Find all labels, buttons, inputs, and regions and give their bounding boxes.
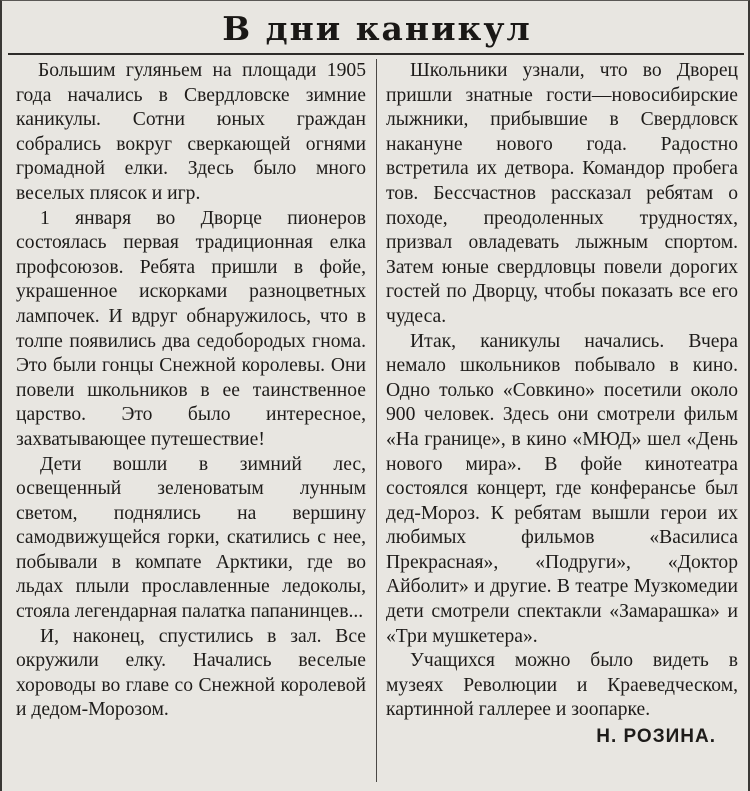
headline-rule	[8, 53, 744, 55]
article-paragraph: Итак, каникулы начались. Вчера немало школьников побывало в кино. Одно только «Совкино» посетили около 900 человек. Здесь они смотрели фильм «На границе», в кино «МЮД» шел «День нового мира». В фойе кинотеатра состоялся концерт, где конферансье был дед-Мороз. К ребятам вышли герои их любимых фильмов «Василиса Прекрасная», «Подруги», «Доктор Айболит» и другие. В театре Музкомедии дети смотрели спектакли «Замарашка» и «Три мушкетера».	[386, 330, 738, 647]
article-paragraph: Дети вошли в зимний лес, освещенный зеленоватым лунным светом, поднялись на вершину самодвижущейся горки, скатились с нее, побывали в компате Арктики, где во льдах плыли прославленные ледоколы, стояла легендарная палатка папанинцев...	[16, 453, 366, 623]
article-paragraph: Учащихся можно было видеть в музеях Революции и Краеведческом, картинной галлерее и зоопарке.	[386, 650, 738, 721]
article-headline: В дни каникул	[222, 9, 532, 48]
article-paragraph: Школьники узнали, что во Дворец пришли знатные гости—новосибирские лыжники, прибывшие в Свердловск накануне нового года. Радостно встретила их детвора. Командор пробега тов. Бессчастнов рассказал ребятам о походе, преодоленных трудностях, призвал овладевать лыжным спортом. Затем юные свердловцы повели дорогих гостей по Дворцу, чтобы показать все его чудеса.	[386, 60, 738, 327]
article-paragraph: Большим гуляньем на площади 1905 года начались в Свердловске зимние каникулы. Сотни юных граждан собрались вокруг сверкающей огнями громадной елки. Здесь было много веселых плясок и игр.	[16, 60, 366, 204]
author-signature: Н. РОЗИНА.	[596, 726, 716, 748]
column-divider	[376, 59, 377, 782]
article-paragraph: 1 января во Дворце пионеров состоялась первая традиционная елка профсоюзов. Ребята пришли в фойе, украшенное искорками разноцветных лампочек. И вдруг обнаружилось, что в толпе появились два седобородых гнома. Это были гонцы Снежной королевы. Они повели школьников в ее таинственное царство. Это было интересное, захватывающее путешествие!	[16, 207, 366, 450]
article-column-left	[16, 59, 366, 723]
article-paragraph: И, наконец, спустились в зал. Все окружили елку. Начались веселые хороводы во главе со Снежной королевой и дедом-Морозом.	[16, 625, 366, 721]
article-column-right	[386, 59, 738, 750]
